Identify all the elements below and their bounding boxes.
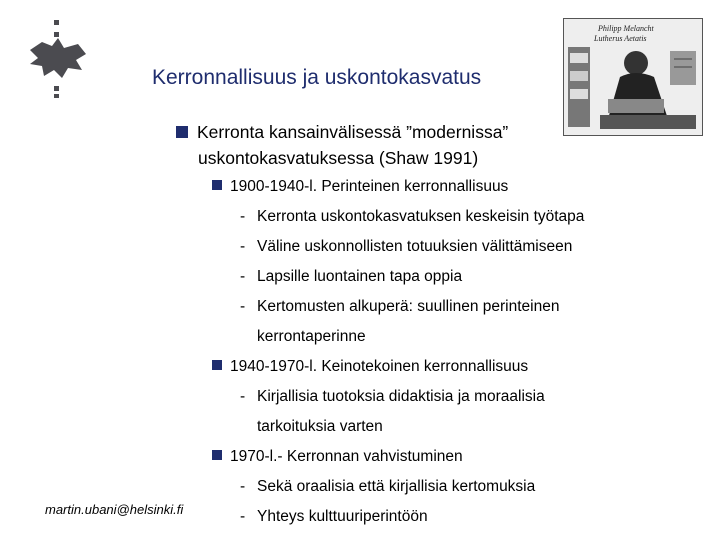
list-item [240, 298, 559, 316]
square-bullet-icon [176, 126, 188, 138]
list-item-text: Väline uskonnollisten totuuksien välittämiseen [257, 238, 573, 255]
list-item [240, 208, 584, 226]
list-item-text: Lapsille luontainen tapa oppia [257, 268, 463, 285]
footer-email: martin.ubani@helsinki.fi [45, 502, 184, 517]
main-bullet-line2: uskontokasvatuksessa (Shaw 1991) [198, 148, 479, 168]
dash-bullet: - [240, 238, 246, 255]
main-bullet-text-1: Kerronta kansainvälisessä ”modernissa” [197, 122, 509, 142]
list-item [240, 508, 428, 526]
list-item-text: Kirjallisia tuotoksia didaktisia ja moraalisia [257, 388, 545, 405]
list-item [240, 238, 572, 256]
university-logo [22, 20, 92, 98]
dash-bullet: - [240, 298, 246, 315]
section-heading-text: 1970-l.- Kerronnan vahvistuminen [230, 448, 463, 465]
list-item-continuation: tarkoituksia varten [257, 418, 383, 435]
square-bullet-icon [212, 180, 222, 190]
slide-title: Kerronnallisuus ja uskontokasvatus [152, 66, 482, 89]
section-heading-text: 1940-1970-l. Keinotekoinen kerronnallisuus [230, 358, 529, 375]
list-item-text: Kerronta uskontokasvatuksen keskeisin työtapa [257, 208, 585, 225]
helsinki-university-logo-icon [22, 20, 92, 98]
dash-bullet: - [240, 508, 246, 525]
section-heading [212, 448, 463, 466]
list-item [240, 388, 545, 406]
list-item [240, 268, 462, 286]
list-item [240, 478, 535, 496]
section-heading [212, 358, 528, 376]
portrait-caption-line2: Lutherus Aetatis [594, 34, 647, 43]
list-item-continuation: kerrontaperinne [257, 328, 366, 345]
list-item-text: Yhteys kulttuuriperintöön [257, 508, 428, 525]
square-bullet-icon [212, 360, 222, 370]
section-heading-text: 1900-1940-l. Perinteinen kerronnallisuus [230, 178, 509, 195]
section-heading [212, 178, 508, 196]
square-bullet-icon [212, 450, 222, 460]
portrait-image [563, 18, 703, 136]
woodcut-portrait-icon [564, 19, 702, 135]
dash-bullet: - [240, 478, 246, 495]
list-item-text: Kertomusten alkuperä: suullinen perinteinen [257, 298, 560, 315]
dash-bullet: - [240, 388, 246, 405]
dash-bullet: - [240, 268, 246, 285]
main-bullet-line1 [176, 122, 508, 143]
list-item-text: Sekä oraalisia että kirjallisia kertomuksia [257, 478, 536, 495]
portrait-caption-line1: Philipp Melancht [598, 24, 654, 33]
dash-bullet: - [240, 208, 246, 225]
